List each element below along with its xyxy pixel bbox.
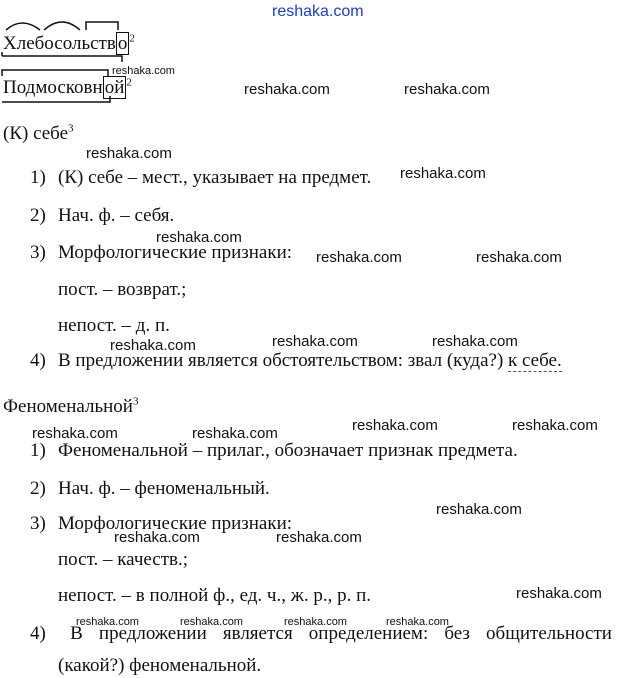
watermark: reshaka.com: [516, 585, 602, 602]
watermark: reshaka.com: [110, 337, 196, 354]
superscript: 2: [129, 32, 135, 45]
section1-heading: (К) себе$^3$: [3, 122, 74, 144]
superscript: 2: [126, 76, 132, 89]
watermark: reshaka.com: [404, 81, 490, 98]
list-item: непост. – в полной ф., ед. ч., ж. р., р. п.: [58, 585, 372, 606]
list-item: 1) (К) себе – мест., указывает на предмет.: [30, 167, 372, 188]
list-item: 4) В предложении является обстоятельством: звал (куда?) к себе.: [30, 350, 562, 371]
superscript: 3: [132, 395, 139, 408]
list-item: пост. – качеств.;: [58, 549, 189, 570]
watermark: reshaka.com: [244, 81, 330, 98]
list-item: (какой?) феноменальной.: [58, 655, 262, 676]
watermark: reshaka.com: [512, 417, 598, 434]
watermark: reshaka.com: [86, 145, 172, 162]
list-item: пост. – возврат.;: [58, 279, 187, 300]
watermark: reshaka.com: [386, 616, 449, 628]
list-item: 4) В предложении является определением: без общительности: [30, 623, 612, 644]
watermark: reshaka.com: [436, 501, 522, 518]
list-item: непост. – д. п.: [58, 315, 170, 336]
watermark: reshaka.com: [316, 249, 402, 266]
underlined-phrase: к себе.: [508, 350, 562, 371]
word-ending: ой: [104, 77, 125, 98]
word-ending: о: [117, 33, 128, 54]
word-hlebosolstvo: [3, 33, 135, 55]
watermark: reshaka.com: [272, 3, 364, 20]
list-item: 2) Нач. ф. – себя.: [30, 205, 175, 226]
watermark: reshaka.com: [180, 616, 243, 628]
watermark: reshaka.com: [156, 229, 242, 246]
watermark: reshaka.com: [352, 417, 438, 434]
watermark: reshaka.com: [192, 425, 278, 442]
word-base: Подмосковн: [3, 77, 103, 98]
word-root: Хлебосольств: [3, 33, 116, 54]
watermark: reshaka.com: [76, 616, 139, 628]
watermark: reshaka.com: [112, 65, 175, 77]
watermark: reshaka.com: [272, 333, 358, 350]
list-item: 1) Феноменальной – прилаг., обозначает признак предмета.: [30, 440, 518, 461]
watermark: reshaka.com: [114, 529, 200, 546]
watermark: reshaka.com: [32, 425, 118, 442]
watermark: reshaka.com: [284, 616, 347, 628]
superscript: 3: [68, 122, 74, 135]
watermark: reshaka.com: [476, 249, 562, 266]
list-item: 3) Морфологические признаки:: [30, 242, 293, 263]
watermark: reshaka.com: [276, 529, 362, 546]
word-podmoskovnoy: [3, 77, 132, 99]
list-item: 2) Нач. ф. – феноменальный.: [30, 478, 270, 499]
section2-heading: Феноменальной$^3$: [3, 395, 139, 417]
watermark: reshaka.com: [432, 333, 518, 350]
list-item: 3) Морфологические признаки:: [30, 513, 293, 534]
watermark: reshaka.com: [400, 165, 486, 182]
